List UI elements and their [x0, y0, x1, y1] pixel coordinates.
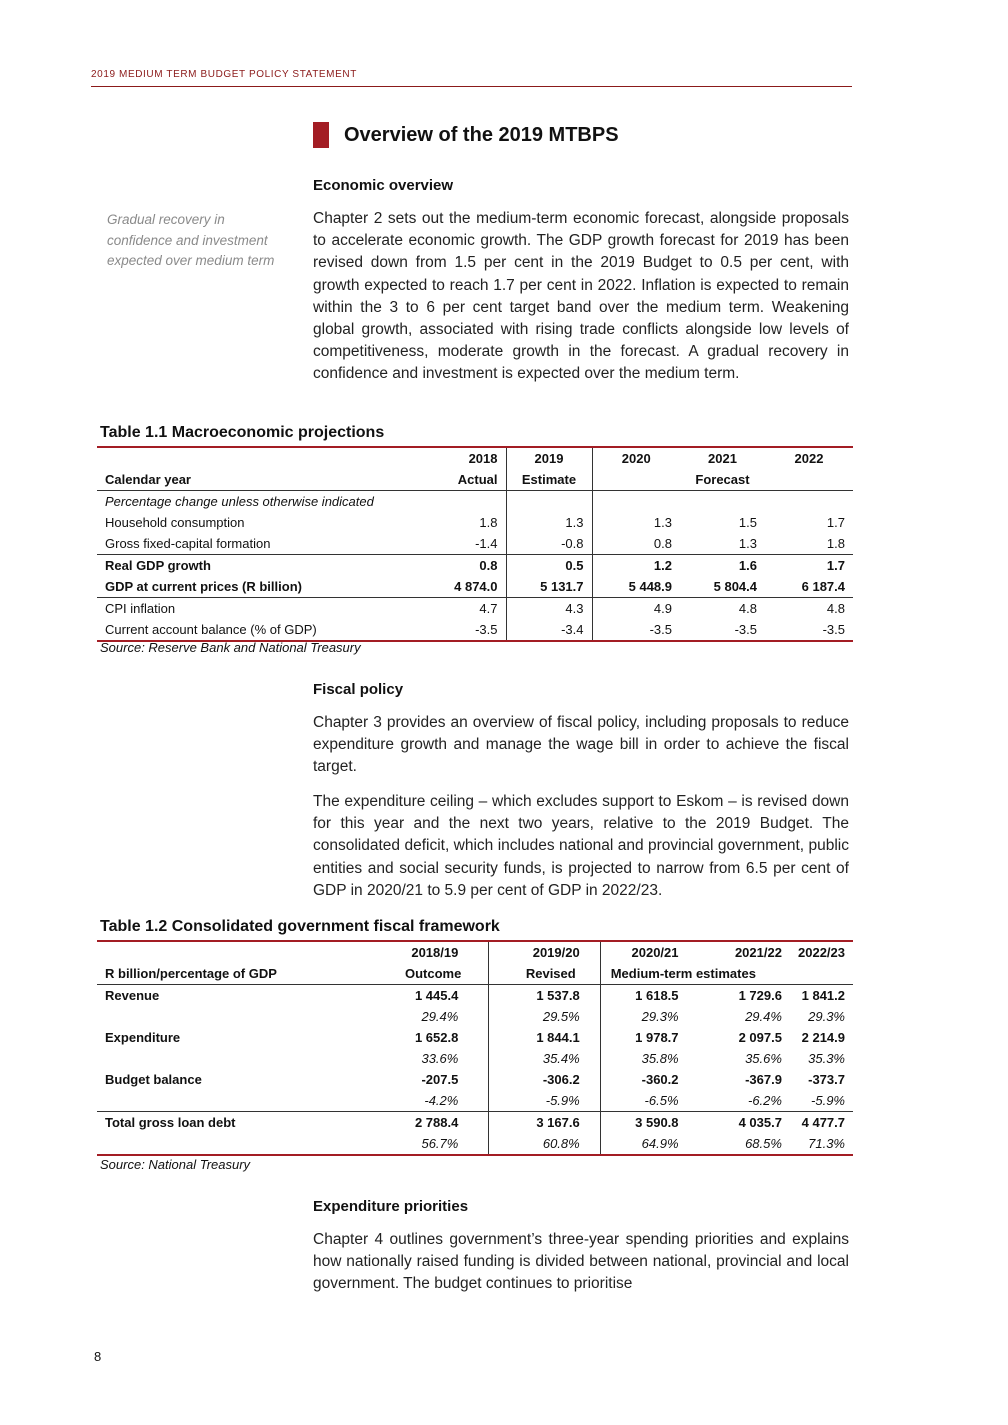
table-cell: -6.2% [747, 1093, 782, 1108]
table-row [97, 619, 853, 641]
table-cell: 4 477.7 [790, 1112, 853, 1134]
table-cell: 1 844.1 [489, 1027, 600, 1048]
column-header: 2019 [506, 447, 592, 469]
table-cell: 1 652.8 [317, 1027, 489, 1048]
table-cell: 35.6% [745, 1051, 782, 1066]
row-label: Current account balance (% of GDP) [105, 622, 317, 637]
table-cell: 33.6% [317, 1048, 489, 1069]
margin-note: Gradual recovery in confidence and investment expected over medium term [107, 212, 275, 268]
column-subheader: Actual [417, 469, 506, 491]
table-row-percent [97, 1090, 853, 1112]
table-cell: -3.5 [822, 622, 845, 637]
table-subheader-row [97, 469, 853, 491]
table-cell: 0.8 [417, 555, 506, 577]
table-1-1-title: Table 1.1 Macroeconomic projections [100, 424, 385, 441]
table-cell: 35.8% [641, 1051, 679, 1066]
column-subheader: Outcome [317, 963, 489, 985]
table-cell: 0.5 [506, 555, 592, 577]
table-cell: 5 448.9 [628, 579, 672, 594]
table-cell: -5.9% [811, 1093, 845, 1108]
table-cell: 1 841.2 [790, 985, 853, 1007]
row-header-label: R billion/percentage of GDP [105, 966, 277, 981]
table-row [97, 598, 853, 620]
column-subheader: Revised [489, 963, 600, 985]
table-cell: -373.7 [808, 1072, 845, 1087]
fiscal-policy-heading: Fiscal policy [313, 681, 404, 698]
title-accent-bar [313, 122, 329, 148]
column-header: 2020 [621, 451, 651, 466]
row-label: CPI inflation [97, 598, 417, 620]
table-cell: -3.5 [734, 622, 757, 637]
column-header: 2022 [794, 451, 824, 466]
table-cell: 29.4% [317, 1006, 489, 1027]
table-row-percent [97, 1006, 853, 1027]
table-cell: 1 978.7 [635, 1030, 679, 1045]
table-cell: -3.5 [649, 622, 672, 637]
row-label: Gross fixed-capital formation [105, 536, 271, 551]
table-cell: 29.5% [489, 1006, 600, 1027]
table-cell: 29.3% [808, 1009, 845, 1024]
table-row [97, 985, 853, 1007]
table-cell: -306.2 [489, 1069, 600, 1090]
table-cell: 68.5% [745, 1136, 782, 1151]
table-cell: 6 187.4 [801, 579, 845, 594]
economic-overview-paragraph: Chapter 2 sets out the medium-term economic forecast, alongside proposals to accelerate economic growth. The GDP growth forecast for 2019 has been revised down from 1.5 per cent in the 2019 Budget to 0.5 per cent, with growth expected to reach 1.7 per cent in 2022. Inflation is expected to remain within the 3 to 6 per cent target band over the medium term. Weakening global growth, associated with rising trade conflicts alongside low levels of competitiveness, moderate growth in the forecast. A gradual recovery in confidence and investment is expected over the medium term. [313, 210, 849, 383]
table-cell: 35.3% [808, 1051, 845, 1066]
table-row-percent [97, 1048, 853, 1069]
table-cell: 1.3 [653, 515, 672, 530]
table-header-row [97, 447, 853, 469]
table-cell: 5 804.4 [713, 579, 757, 594]
row-label: Household consumption [105, 515, 245, 530]
table-cell: 35.4% [489, 1048, 600, 1069]
table-note-row [97, 491, 853, 513]
table-1-2-title: Table 1.2 Consolidated government fiscal framework [100, 918, 500, 935]
table-cell: 5 131.7 [506, 576, 592, 598]
table-cell: 71.3% [808, 1136, 845, 1151]
table-cell: -5.9% [489, 1090, 600, 1112]
row-label: Budget balance [105, 1072, 202, 1087]
fiscal-policy-paragraph-1: Chapter 3 provides an overview of fiscal policy, including proposals to reduce expenditure growth and manage the wage bill in order to achieve the fiscal target. [313, 714, 849, 776]
table-cell: 1 445.4 [317, 985, 489, 1007]
table-row [97, 1112, 853, 1134]
column-header: 2020/21 [631, 945, 679, 960]
section-title [313, 122, 619, 148]
column-subheader: Estimate [506, 469, 592, 491]
running-header: 2019 MEDIUM TERM BUDGET POLICY STATEMENT [91, 69, 852, 87]
table-cell: 29.4% [745, 1009, 782, 1024]
table-cell: 1.7 [765, 555, 853, 577]
table-subheader-row [97, 963, 853, 985]
table-cell: 56.7% [317, 1133, 489, 1155]
column-header: 2018 [417, 447, 506, 469]
table-row [97, 555, 853, 577]
column-subheader: Medium-term estimates [610, 966, 756, 981]
table-cell: 4.3 [506, 598, 592, 620]
page-number: 8 [94, 1349, 102, 1364]
table-row [97, 533, 853, 555]
table-row [97, 1027, 853, 1048]
table-cell: 64.9% [641, 1136, 679, 1151]
table-cell: 1 537.8 [489, 985, 600, 1007]
table-cell: 1.8 [417, 512, 506, 533]
table-cell: 4.8 [680, 598, 765, 620]
table-cell: 0.8 [653, 536, 672, 551]
column-header: 2019/20 [489, 941, 600, 963]
table-row [97, 1069, 853, 1090]
table-note: Percentage change unless otherwise indicated [97, 491, 417, 513]
table-cell: -367.9 [745, 1072, 782, 1087]
macroeconomic-projections-table [97, 446, 853, 642]
table-cell: 1.5 [738, 515, 757, 530]
row-label: Real GDP growth [97, 555, 417, 577]
table-header-row [97, 941, 853, 963]
table-cell: 4.8 [765, 598, 853, 620]
table-cell: 1.3 [738, 536, 757, 551]
table-cell: 4.7 [417, 598, 506, 620]
table-cell: -0.8 [506, 533, 592, 555]
page-title: Overview of the 2019 MTBPS [344, 123, 619, 146]
table-cell: 4 874.0 [417, 576, 506, 598]
table-cell: -3.4 [506, 619, 592, 641]
table-cell: -207.5 [317, 1069, 489, 1090]
table-cell: 3 167.6 [489, 1112, 600, 1134]
table-cell: -6.5% [644, 1093, 679, 1108]
table-cell: 29.3% [641, 1009, 679, 1024]
table-cell: 1.2 [592, 555, 680, 577]
table-cell: 4 035.7 [687, 1112, 790, 1134]
expenditure-priorities-paragraph: Chapter 4 outlines government’s three-year spending priorities and explains how nationally raised funding is divided between national, provincial and local government. The budget continues to prioritise [313, 1231, 849, 1293]
table-cell: 3 590.8 [600, 1112, 686, 1134]
row-label: Expenditure [105, 1030, 181, 1045]
expenditure-priorities-heading: Expenditure priorities [313, 1198, 469, 1215]
table-cell: 4.9 [592, 598, 680, 620]
table-cell: 1.7 [826, 515, 845, 530]
table-cell: -4.2% [317, 1090, 489, 1112]
column-subheader: Forecast [695, 472, 750, 487]
column-header: 2021/22 [734, 945, 782, 960]
column-header: 2021 [708, 451, 737, 466]
table-1-2-source: Source: National Treasury [100, 1157, 251, 1172]
table-cell: 1.3 [506, 512, 592, 533]
table-row-percent [97, 1133, 853, 1155]
table-row [97, 576, 853, 598]
fiscal-framework-table [97, 940, 853, 1156]
table-cell: -360.2 [641, 1072, 679, 1087]
fiscal-policy-paragraph-2: The expenditure ceiling – which excludes support to Eskom – is revised down for this year and the next two years, relative to the 2019 Budget. The consolidated deficit, which includes national and provincial government, public entities and social security funds, is projected to narrow from 6.5 per cent of GDP in 2020/21 to 5.9 per cent of GDP in 2022/23. [313, 793, 849, 899]
table-cell: 60.8% [489, 1133, 600, 1155]
table-cell: 1.8 [826, 536, 845, 551]
table-1-1-source: Source: Reserve Bank and National Treasury [100, 640, 361, 655]
table-cell: 1 729.6 [687, 985, 790, 1007]
table-cell: 1 618.5 [600, 985, 686, 1007]
row-label: Total gross loan debt [97, 1112, 317, 1134]
table-cell: -3.5 [417, 619, 506, 641]
column-header: 2022/23 [798, 945, 845, 960]
table-cell: -1.4 [417, 533, 506, 555]
table-cell: 2 214.9 [801, 1030, 845, 1045]
table-cell: 2 097.5 [738, 1030, 782, 1045]
table-row [97, 512, 853, 533]
row-header-label: Calendar year [105, 472, 191, 487]
table-cell: 1.6 [680, 555, 765, 577]
column-header: 2018/19 [317, 941, 489, 963]
row-label: GDP at current prices (R billion) [105, 579, 302, 594]
economic-overview-heading: Economic overview [313, 177, 454, 194]
table-cell: 2 788.4 [317, 1112, 489, 1134]
row-label: Revenue [97, 985, 317, 1007]
